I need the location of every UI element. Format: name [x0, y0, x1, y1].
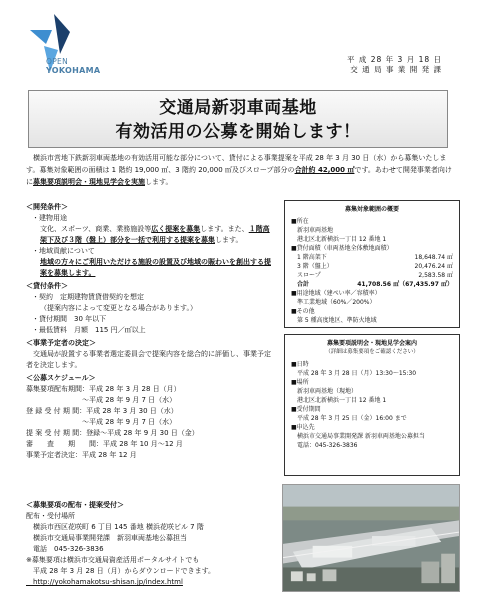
area-key: 3 階（盤上） — [297, 263, 333, 270]
schedule-row: 登 録 受 付 期 間：平成 28 年 3 月 30 日（水） — [26, 407, 178, 415]
area-row — [291, 253, 453, 262]
left-column — [26, 200, 276, 461]
schedule-row: ～平成 28 年 9 月 7 日（水） — [26, 396, 177, 404]
use-label: ・建物用途 — [32, 214, 67, 222]
title-line1: 交通局新羽車両基地 — [159, 98, 317, 118]
intro-text-2: です。あわせて開発事業者向けに — [26, 166, 452, 186]
distribution-row: ※募集要項は横浜市交通局資産活用ポータルサイトでも — [26, 556, 200, 564]
box1-other-heading: ■その他 — [291, 308, 315, 315]
use-d1b: 広く提案を募集 — [151, 225, 201, 233]
use-detail-1 — [26, 224, 276, 246]
area-key: 1 階高架下 — [297, 254, 327, 261]
distribution-row: 横浜市交通局事業開発課 新羽車両基地公募担当 — [26, 534, 187, 542]
box2-apply-2: 電話：045-326-3836 — [297, 442, 358, 449]
intro-briefing: 募集要項説明会・現地見学会を実施 — [33, 178, 145, 186]
schedule-row: 募集要項配布期間：平成 28 年 3 月 28 日（月） — [26, 385, 181, 393]
lease-contract: ・契約 定期建物賃貸借契約を想定 — [32, 293, 144, 301]
intro-text-3: します。 — [145, 178, 173, 186]
distribution-row: 平成 28 年 3 月 28 日（月）からダウンロードできます。 — [26, 567, 216, 575]
logo-wordmark — [46, 57, 100, 75]
section-heading-distribution: ＜募集要項の配布・提案受付＞ — [26, 501, 124, 509]
box2-place-1: 新羽車両基地（現地） — [297, 388, 358, 395]
issue-date-block — [347, 55, 442, 75]
decision-text: 交通局が設置する事業者選定委員会で提案内容を総合的に評価し、事業予定者を決定します。 — [26, 350, 271, 369]
box1-zone-heading: ■用途地域（建ぺい率／容積率） — [291, 290, 381, 297]
portal-url[interactable]: http://yokohamakotsu-shisan.jp/index.html — [26, 578, 183, 586]
target-area-box — [284, 200, 460, 328]
use-d1c: します。また、 — [200, 225, 249, 233]
box2-reception-heading: ■受付期間 — [291, 406, 321, 413]
box1-other: 第 5 種高度地区、準防火地域 — [297, 317, 377, 324]
box2-reception: 平成 28 年 3 月 25 日（金）16:00 まで — [297, 415, 407, 422]
open-yokohama-logo — [30, 14, 120, 94]
box2-date-heading: ■日時 — [291, 361, 309, 368]
schedule-row: 提 案 受 付 期 間：登録～平成 28 年 9 月 30 日（金） — [26, 429, 199, 437]
box1-location-2: 港北区北新横浜一丁目 12 番地 1 — [297, 236, 387, 243]
distribution-section — [26, 500, 276, 588]
title-line2: 有効活用の公募を開始します！ — [115, 122, 361, 142]
area-value: 18,648.74 ㎡ — [414, 254, 453, 261]
box1-location-heading: ■所在 — [291, 218, 309, 225]
use-d2b: します。 — [215, 236, 243, 244]
box1-title: 募集対象範囲の概要 — [344, 206, 399, 213]
area-row-total — [291, 280, 453, 289]
distribution-row: 配布・受付場所 — [26, 512, 75, 520]
box2-title: 募集要項説明会・現地見学会案内 — [326, 340, 417, 347]
box2-place-heading: ■場所 — [291, 379, 309, 386]
area-key: 合計 — [297, 281, 310, 288]
area-row — [291, 262, 453, 271]
box2-apply-heading: ■申込先 — [291, 424, 315, 431]
area-value: 2,583.58 ㎡ — [418, 272, 453, 279]
schedule-list — [26, 384, 276, 461]
lease-note: （提案内容によって変更となる場合があります。） — [40, 304, 197, 312]
intro-paragraph — [26, 152, 456, 188]
intro-text-1: 横浜市営地下鉄新羽車両基地の有効活用可能な部分について、貸付による事業提案を平成 28 年 3 月 30 日（水）から募集いたします。募集対象範囲の面積は 1 階約 19,000 ㎡、3 階約 20,000 ㎡及びスロープ部分の — [26, 154, 447, 174]
schedule-row: 事業予定者決定：平成 28 年 12 月 — [26, 451, 137, 459]
box2-place-2: 港北区北新横浜一丁目 12 番地 1 — [297, 397, 387, 404]
use-d2: １階高架下及び３階（盤上）部分を一括で利用する提案を募集 — [40, 225, 270, 244]
logo-line1: OPEN — [46, 57, 68, 66]
section-heading-development: ＜開発条件＞ — [26, 203, 68, 211]
distribution-row: 電話 045-326-3836 — [26, 545, 104, 553]
area-value: 20,476.24 ㎡ — [414, 263, 453, 270]
title-banner — [28, 90, 448, 148]
box2-apply-1: 横浜市交通局事業開発課 新羽車両基地公募担当 — [297, 433, 425, 440]
section-heading-schedule: ＜公募スケジュール＞ — [26, 374, 96, 382]
intro-total-area: 合計約 42,000 ㎡ — [294, 166, 355, 174]
lease-min-rent: ・最低賃料 月額 115 円／㎡以上 — [32, 326, 146, 334]
schedule-row: ～平成 28 年 9 月 7 日（水） — [26, 418, 177, 426]
box1-area-heading: ■貸付面積（車両基地全体敷地面積） — [291, 245, 393, 252]
area-value: 41,708.56 ㎡（67,435.97 ㎡） — [357, 281, 453, 288]
contrib-detail: 地域の方々にご利用いただける施設の設置及び地域の賑わいを創出する提案を募集します。 — [40, 258, 271, 277]
briefing-box — [284, 334, 460, 476]
issuing-department: 交 通 局 事 業 開 発 課 — [350, 65, 442, 74]
lease-period: ・貸付期間 30 年以下 — [32, 315, 107, 323]
area-row — [291, 271, 453, 280]
logo-line2: YOKOHAMA — [46, 66, 101, 75]
box1-zone: 準工業地域（60%／200%） — [297, 299, 376, 306]
box1-location-1: 新羽車両基地 — [297, 227, 334, 234]
contrib-label: ・地域貢献について — [32, 247, 95, 255]
box2-note: （詳細は募集要項をご確認ください） — [325, 349, 419, 355]
distribution-row: 横浜市西区花咲町 6 丁目 145 番地 横浜花咲ビル 7 階 — [26, 523, 204, 531]
schedule-row: 審 査 期 間：平成 28 年 10 月～12 月 — [26, 440, 183, 448]
section-heading-decision: ＜事業予定者の決定＞ — [26, 339, 96, 347]
area-key: スロープ — [297, 272, 321, 279]
section-heading-lease: ＜貸付条件＞ — [26, 282, 68, 290]
use-d1: 文化、スポーツ、商業、業務施設等 — [40, 225, 152, 233]
box2-date: 平成 28 年 3 月 28 日（月）13:30～15:30 — [297, 370, 417, 377]
issue-date: 平 成 28 年 3 月 18 日 — [346, 55, 442, 64]
depot-aerial-photo — [282, 484, 460, 592]
